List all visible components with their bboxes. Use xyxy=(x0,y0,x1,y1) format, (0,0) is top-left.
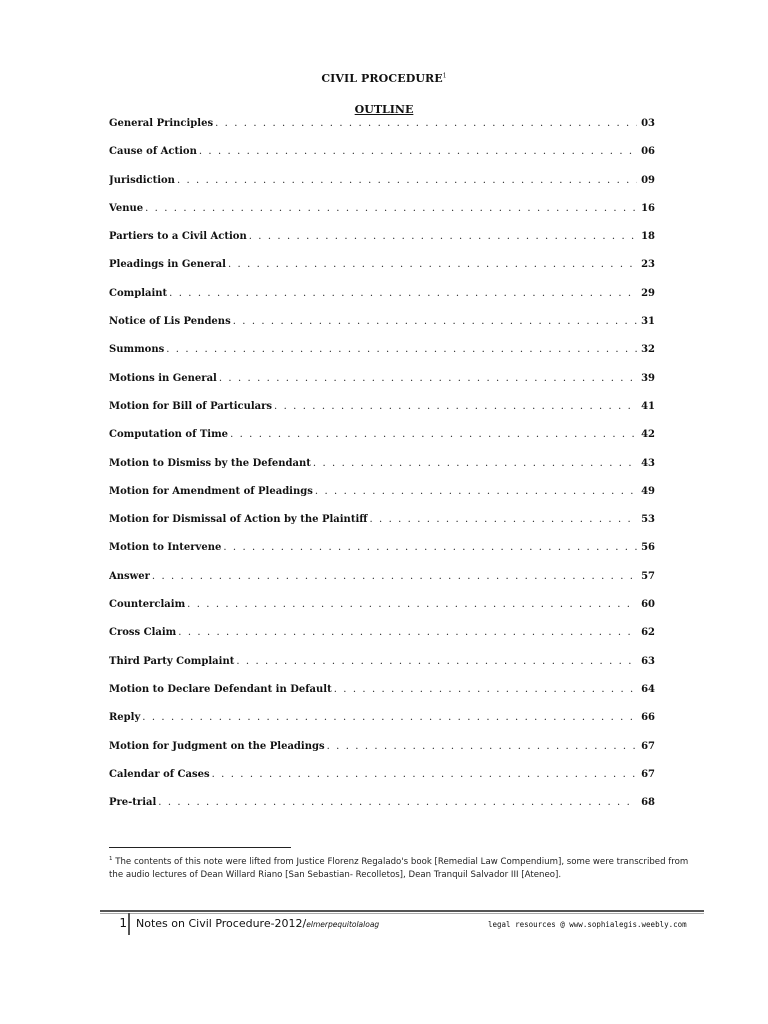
toc-entry-title: Motion to Declare Defendant in Default xyxy=(109,683,332,695)
toc-leader-dots xyxy=(212,769,637,780)
toc-entry-page: 53 xyxy=(641,514,655,526)
toc-entry-page: 67 xyxy=(641,740,655,752)
toc-entry[interactable] xyxy=(109,486,655,514)
toc-entry-title: Reply xyxy=(109,712,141,724)
toc-leader-dots xyxy=(177,175,637,186)
toc-entry-title: Notice of Lis Pendens xyxy=(109,316,231,328)
toc-entry-page: 43 xyxy=(641,457,655,469)
toc-leader-dots xyxy=(313,458,637,469)
toc-entry-page: 68 xyxy=(641,797,655,809)
toc-entry-title: Venue xyxy=(109,202,144,214)
toc-entry-title: Motion for Dismissal of Action by the Plaintiff xyxy=(109,514,368,526)
toc-entry-page: 03 xyxy=(641,118,655,129)
toc-entry[interactable] xyxy=(109,627,655,655)
toc-entry-page: 60 xyxy=(641,599,655,611)
toc-leader-dots xyxy=(158,797,637,808)
toc-entry-title: Motions in General xyxy=(109,372,217,384)
toc-entry-title: Third Party Complaint xyxy=(109,655,235,667)
toc-leader-dots xyxy=(178,627,637,638)
toc-entry-title: Motion for Bill of Particulars xyxy=(109,400,273,412)
toc-leader-dots xyxy=(315,486,637,497)
toc-entry-title: Partiers to a Civil Action xyxy=(109,231,247,243)
toc-entry[interactable] xyxy=(109,741,655,769)
toc-entry-page: 09 xyxy=(641,174,655,186)
toc-entry[interactable] xyxy=(109,146,655,174)
toc-leader-dots xyxy=(228,259,637,270)
toc-entry-page: 56 xyxy=(641,542,655,554)
toc-entry-page: 62 xyxy=(641,627,655,639)
toc-entry-title: Computation of Time xyxy=(109,429,229,441)
toc-leader-dots xyxy=(274,401,637,412)
toc-leader-dots xyxy=(166,344,637,355)
toc-entry[interactable] xyxy=(109,797,655,825)
toc-entry[interactable] xyxy=(109,373,655,401)
toc-entry[interactable] xyxy=(109,712,655,740)
toc-entry[interactable] xyxy=(109,259,655,287)
toc-entry[interactable] xyxy=(109,231,655,259)
toc-leader-dots xyxy=(249,231,637,242)
toc-entry[interactable] xyxy=(109,429,655,457)
toc-entry-title: Summons xyxy=(109,344,165,356)
toc-entry-title: Complaint xyxy=(109,287,168,299)
toc-entry[interactable] xyxy=(109,542,655,570)
toc-entry-page: 49 xyxy=(641,485,655,497)
footer-rule xyxy=(100,910,704,912)
toc-entry-title: Jurisdiction xyxy=(109,174,175,186)
toc-entry[interactable] xyxy=(109,175,655,203)
toc-entry[interactable] xyxy=(109,344,655,372)
toc-entry[interactable] xyxy=(109,288,655,316)
toc-entry-title: General Principles xyxy=(109,118,214,129)
toc-entry[interactable] xyxy=(109,599,655,627)
toc-entry-title: Cross Claim xyxy=(109,627,177,639)
toc-entry[interactable] xyxy=(109,458,655,486)
toc-entry[interactable] xyxy=(109,316,655,344)
toc-entry-page: 31 xyxy=(641,316,655,328)
toc-leader-dots xyxy=(236,656,637,667)
footer-left xyxy=(136,917,379,930)
toc-entry-page: 67 xyxy=(641,768,655,780)
toc-entry-page: 41 xyxy=(641,400,655,412)
toc-leader-dots xyxy=(223,542,637,553)
toc-leader-dots xyxy=(230,429,637,440)
toc-entry-title: Motion to Dismiss by the Defendant xyxy=(109,457,311,469)
toc-entry-page: 42 xyxy=(641,429,655,441)
footnote-marker: 1 xyxy=(109,856,113,862)
toc-entry-title: Calendar of Cases xyxy=(109,768,210,780)
toc-entry-title: Motion for Judgment on the Pleadings xyxy=(109,740,325,752)
toc-entry[interactable] xyxy=(109,656,655,684)
toc-entry-page: 23 xyxy=(641,259,655,271)
toc-entry-page: 66 xyxy=(641,712,655,724)
toc-leader-dots xyxy=(327,741,637,752)
footer-doc-title: Notes on Civil Procedure-2012/ xyxy=(136,917,307,930)
table-of-contents xyxy=(109,118,655,825)
toc-entry-title: Answer xyxy=(109,570,150,582)
toc-entry[interactable] xyxy=(109,203,655,231)
footer-rule-secondary xyxy=(100,913,704,914)
toc-leader-dots xyxy=(142,712,637,723)
toc-entry-page: 64 xyxy=(641,683,655,695)
toc-leader-dots xyxy=(215,118,637,129)
toc-entry[interactable] xyxy=(109,571,655,599)
toc-entry-title: Motion to Intervene xyxy=(109,542,222,554)
toc-leader-dots xyxy=(219,373,637,384)
footnote xyxy=(109,853,689,883)
toc-leader-dots xyxy=(199,146,637,157)
toc-entry-page: 63 xyxy=(641,655,655,667)
footer-page-number: 1 xyxy=(119,916,127,930)
toc-entry[interactable] xyxy=(109,401,655,429)
toc-entry-title: Pleadings in General xyxy=(109,259,226,271)
toc-entry-page: 16 xyxy=(641,202,655,214)
title-footnote-marker: 1 xyxy=(442,72,447,80)
toc-entry-page: 18 xyxy=(641,231,655,243)
footnote-text: The contents of this note were lifted from Justice Florenz Regalado's book [Remedial Law Compendium], some were transcribed from the audio lectures of Dean Willard Riano [San Sebastian- Recolletos], Dean Tranquil Salvador III [Ateneo]. xyxy=(109,856,689,881)
footer-separator xyxy=(128,913,130,935)
toc-entry-page: 29 xyxy=(641,287,655,299)
toc-leader-dots xyxy=(169,288,637,299)
toc-entry-title: Pre-trial xyxy=(109,797,157,809)
toc-leader-dots xyxy=(187,599,637,610)
document-title: CIVIL PROCEDURE$^1$ xyxy=(321,72,447,85)
toc-leader-dots xyxy=(152,571,637,582)
toc-entry-title: Counterclaim xyxy=(109,599,186,611)
toc-leader-dots xyxy=(233,316,637,327)
toc-entry-page: 32 xyxy=(641,344,655,356)
toc-entry[interactable] xyxy=(109,769,655,797)
toc-entry-page: 39 xyxy=(641,372,655,384)
toc-entry-page: 06 xyxy=(641,146,655,158)
toc-leader-dots xyxy=(369,514,637,525)
outline-heading: OUTLINE xyxy=(354,103,414,116)
toc-leader-dots xyxy=(334,684,637,695)
toc-entry-title: Motion for Amendment of Pleadings xyxy=(109,485,313,497)
toc-entry-title: Cause of Action xyxy=(109,146,197,158)
toc-entry[interactable] xyxy=(109,118,655,146)
toc-entry[interactable] xyxy=(109,684,655,712)
toc-entry-page: 57 xyxy=(641,570,655,582)
toc-entry[interactable] xyxy=(109,514,655,542)
footer-author: elmerpequitolaloag xyxy=(306,920,380,929)
toc-leader-dots xyxy=(145,203,637,214)
footnote-divider xyxy=(109,847,291,848)
footer-right-link[interactable]: legal resources @ www.sophialegis.weebly.com xyxy=(488,920,687,929)
